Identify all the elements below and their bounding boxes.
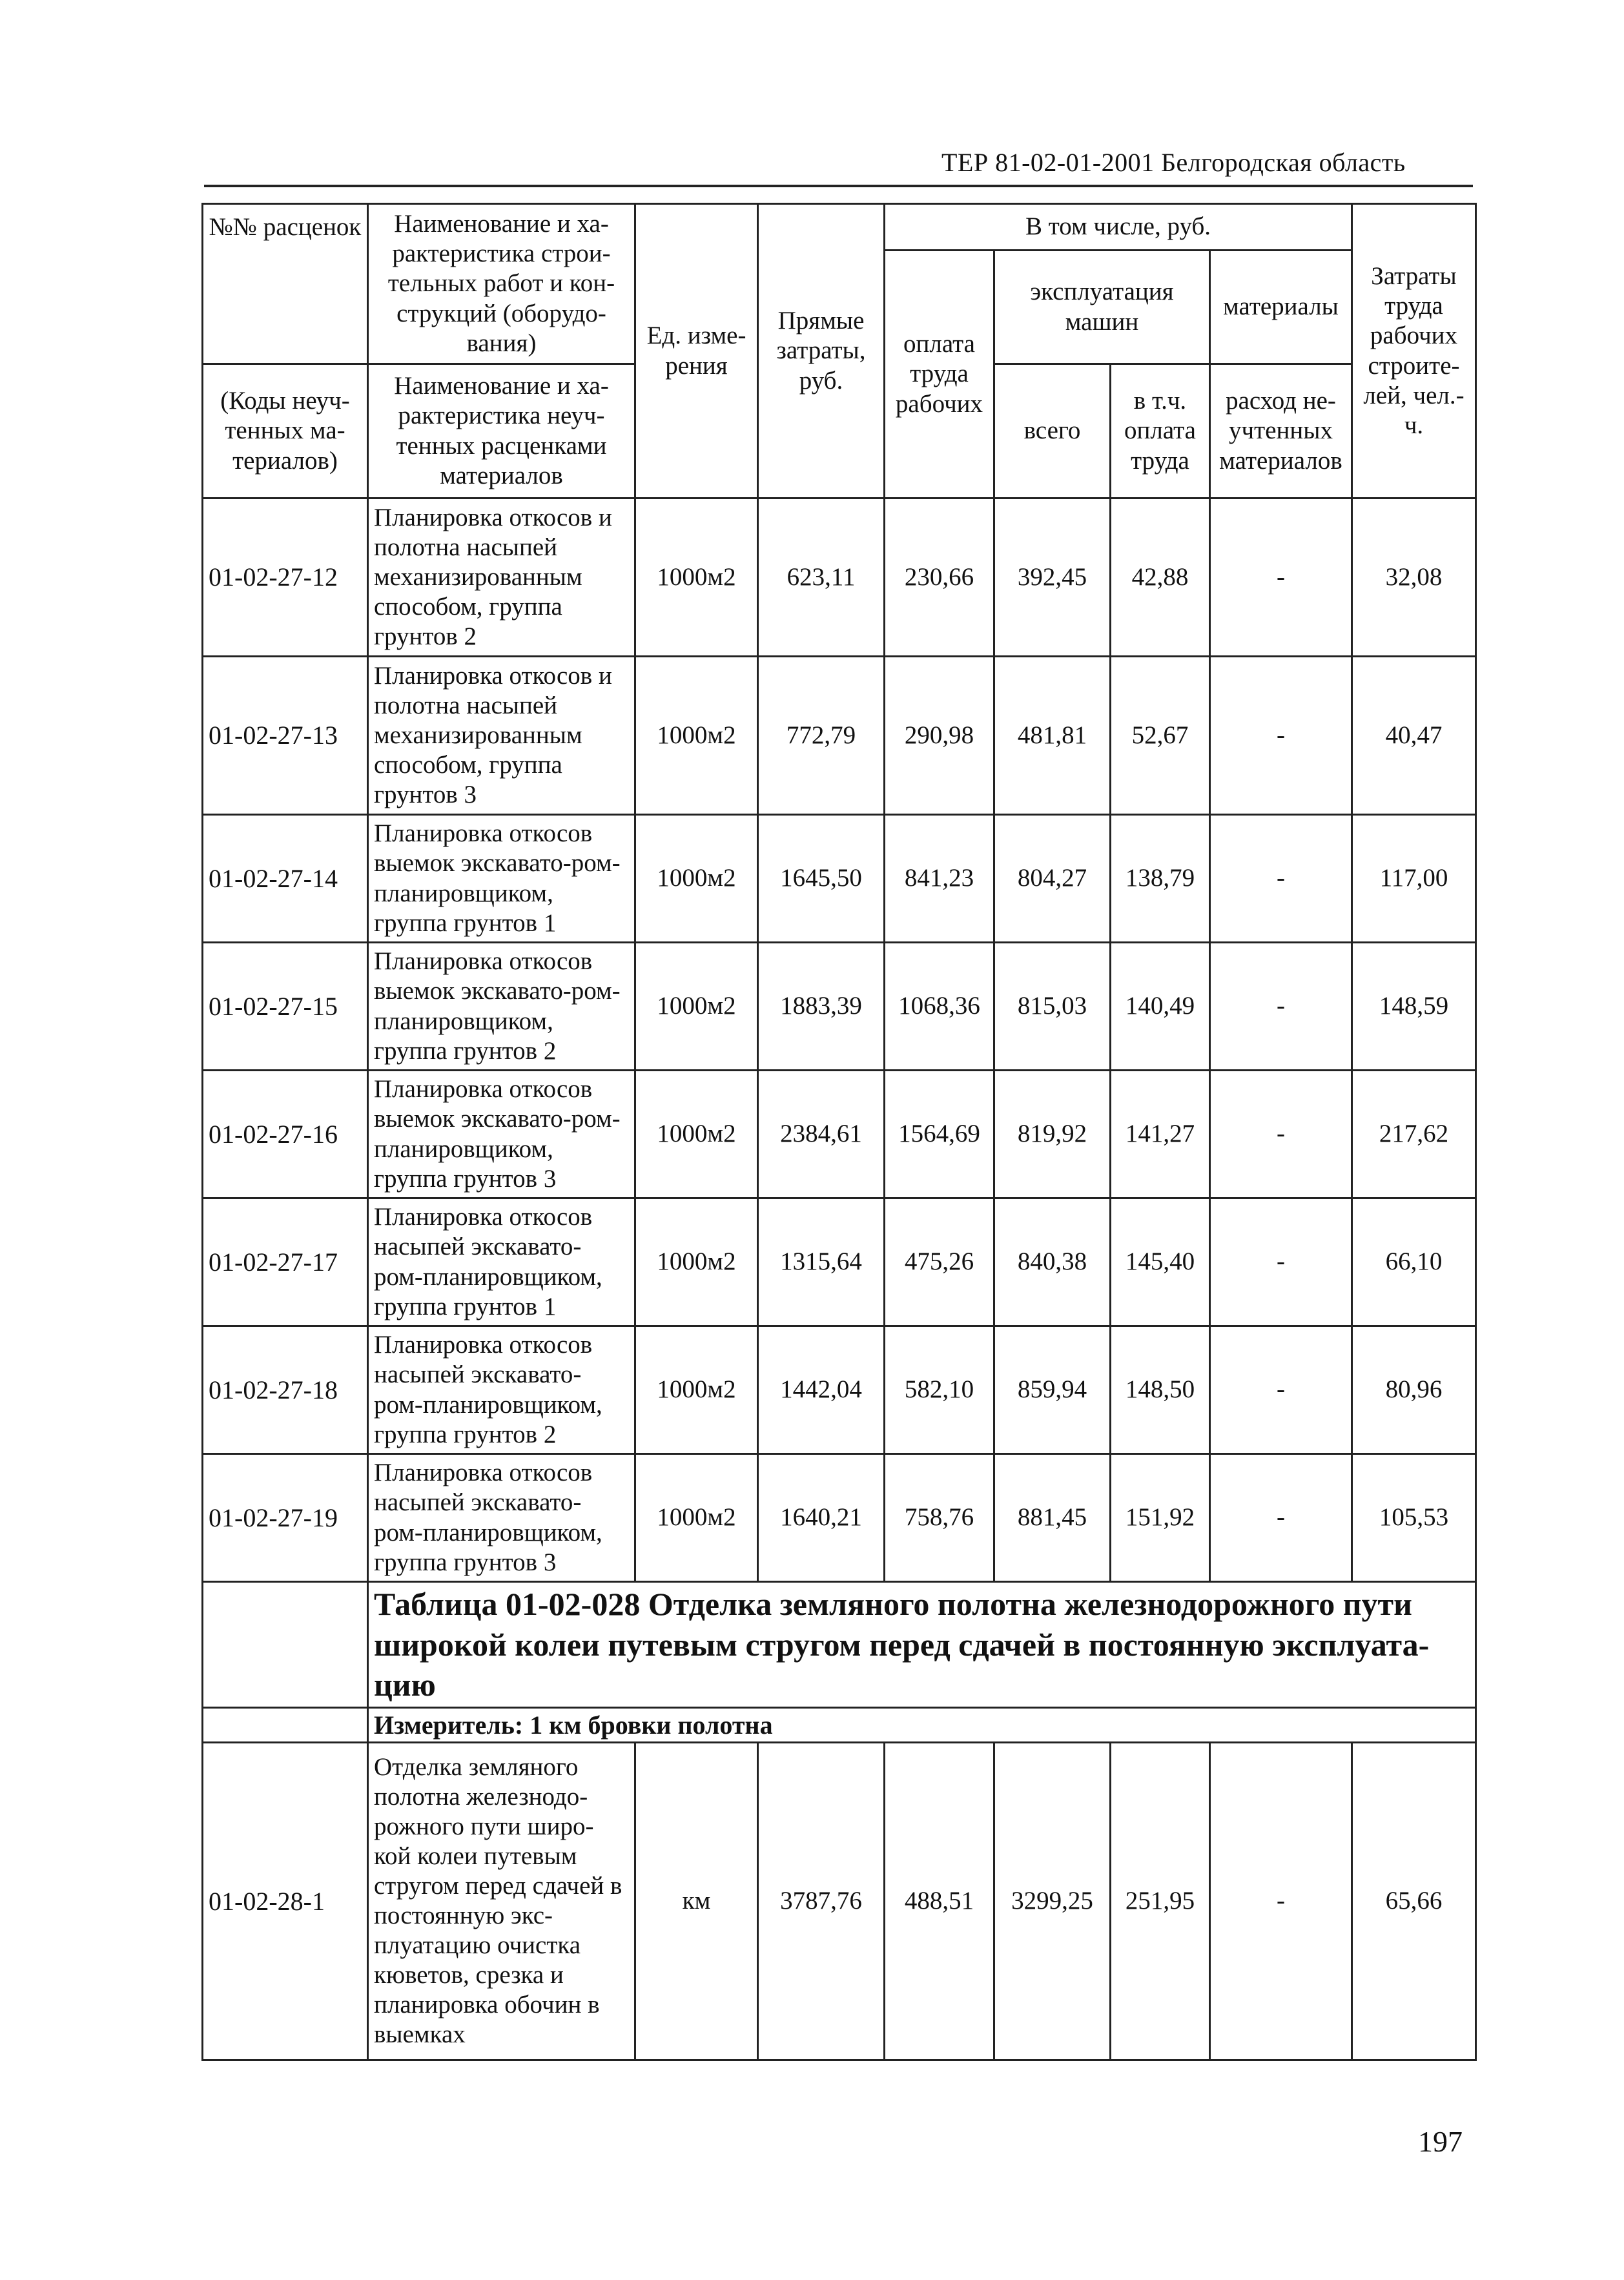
rate-code: 01-02-27-17: [203, 1198, 368, 1326]
rate-wages: 1068,36: [885, 943, 994, 1071]
rate-direct: 1883,39: [758, 943, 885, 1071]
header-code: №№ расценок: [203, 204, 368, 251]
rate-wages: 290,98: [885, 657, 994, 815]
rate-wages: 841,23: [885, 815, 994, 943]
document-header: ТЕР 81-02-01-2001 Белгородская область: [941, 148, 1406, 177]
measure-spacer: [203, 1707, 368, 1742]
rate-machines-total: 819,92: [994, 1071, 1111, 1198]
rate-labor: 148,59: [1352, 943, 1476, 1071]
rate-machines-wages: 52,67: [1111, 657, 1210, 815]
table-row: [203, 1198, 1476, 1326]
header-labor: Затраты труда рабочих строите-лей, чел.-ч.: [1352, 204, 1476, 498]
rate-direct: 1442,04: [758, 1326, 885, 1454]
rate-machines-total: 3299,25: [994, 1742, 1111, 2060]
table-row: [203, 1326, 1476, 1454]
rate-machines-total: 392,45: [994, 498, 1111, 657]
rate-code: 01-02-27-18: [203, 1326, 368, 1454]
rate-machines-wages: 42,88: [1111, 498, 1210, 657]
rate-machines-total: 881,45: [994, 1454, 1111, 1582]
rate-wages: 582,10: [885, 1326, 994, 1454]
table-row: [203, 1071, 1476, 1198]
rate-name: Планировка откосов выемок экскавато-ром-планировщиком, группа грунтов 1: [368, 815, 635, 943]
rate-code: 01-02-28-1: [203, 1742, 368, 2060]
header-name-alt: Наименование и ха-рактеристика неуч-тенных расценками материалов: [368, 364, 635, 498]
rate-labor: 66,10: [1352, 1198, 1476, 1326]
rate-name: Планировка откосов и полотна насыпей механизированным способом, группа грунтов 3: [368, 657, 635, 815]
rate-materials: -: [1210, 1198, 1352, 1326]
rate-materials: -: [1210, 943, 1352, 1071]
rate-machines-wages: 251,95: [1111, 1742, 1210, 2060]
rate-materials: -: [1210, 1742, 1352, 2060]
rate-labor: 117,00: [1352, 815, 1476, 943]
rate-direct: 2384,61: [758, 1071, 885, 1198]
rate-labor: 32,08: [1352, 498, 1476, 657]
rate-direct: 1315,64: [758, 1198, 885, 1326]
section-title: Таблица 01-02-028 Отделка земляного полотна железнодорожного пути широкой колеи путевым стругом перед сдачей в постоянную эксплуата-цию: [368, 1582, 1476, 1708]
rate-name: Планировка откосов и полотна насыпей механизированным способом, группа грунтов 2: [368, 498, 635, 657]
table-row: [203, 1454, 1476, 1582]
header-machines: эксплуатация машин: [994, 251, 1210, 364]
rate-unit: 1000м2: [635, 498, 758, 657]
rate-machines-total: 840,38: [994, 1198, 1111, 1326]
rate-wages: 758,76: [885, 1454, 994, 1582]
rate-code: 01-02-27-15: [203, 943, 368, 1071]
header-wages: оплата труда рабочих: [885, 251, 994, 498]
rate-machines-wages: 138,79: [1111, 815, 1210, 943]
header-code-alt: (Коды неуч-тенных ма-териалов): [203, 364, 368, 498]
rate-name: Планировка откосов выемок экскавато-ром-планировщиком, группа грунтов 3: [368, 1071, 635, 1198]
rate-machines-total: 815,03: [994, 943, 1111, 1071]
rate-materials: -: [1210, 815, 1352, 943]
table-row: [203, 498, 1476, 657]
rate-unit: 1000м2: [635, 1071, 758, 1198]
header-name: Наименование и ха-рактеристика строи-тельных работ и кон-струкций (оборудо-вания): [368, 204, 635, 364]
rate-direct: 3787,76: [758, 1742, 885, 2060]
table-row: [203, 1742, 1476, 2060]
rate-direct: 623,11: [758, 498, 885, 657]
table-row: [203, 815, 1476, 943]
rate-wages: 488,51: [885, 1742, 994, 2060]
rate-labor: 105,53: [1352, 1454, 1476, 1582]
header-machines-wages: в т.ч. оплата труда: [1111, 364, 1210, 498]
rate-labor: 40,47: [1352, 657, 1476, 815]
rate-machines-wages: 141,27: [1111, 1071, 1210, 1198]
rate-unit: 1000м2: [635, 943, 758, 1071]
rate-wages: 230,66: [885, 498, 994, 657]
table-row: [203, 943, 1476, 1071]
rate-wages: 1564,69: [885, 1071, 994, 1198]
rate-machines-wages: 140,49: [1111, 943, 1210, 1071]
table-row: [203, 657, 1476, 815]
rate-unit: км: [635, 1742, 758, 2060]
rate-direct: 772,79: [758, 657, 885, 815]
header-machines-total: всего: [994, 364, 1111, 498]
rate-unit: 1000м2: [635, 1326, 758, 1454]
rate-direct: 1640,21: [758, 1454, 885, 1582]
rate-direct: 1645,50: [758, 815, 885, 943]
rate-machines-total: 804,27: [994, 815, 1111, 943]
rate-machines-wages: 145,40: [1111, 1198, 1210, 1326]
rate-name: Отделка земляного полотна железнодо-рожного пути широ-кой колеи путевым стругом перед сдачей в постоянную экс-плуатацию очистка кюветов, срезка и планировка обочин в выемках: [368, 1742, 635, 2060]
rate-name: Планировка откосов насыпей экскавато-ром-планировщиком, группа грунтов 1: [368, 1198, 635, 1326]
rate-machines-wages: 151,92: [1111, 1454, 1210, 1582]
page-number: 197: [1418, 2125, 1463, 2158]
section-measure: Измеритель: 1 км бровки полотна: [368, 1707, 1476, 1742]
rates-table: [201, 203, 1477, 2061]
rate-machines-total: 859,94: [994, 1326, 1111, 1454]
rate-code: 01-02-27-16: [203, 1071, 368, 1198]
rate-labor: 65,66: [1352, 1742, 1476, 2060]
rate-unit: 1000м2: [635, 1198, 758, 1326]
rate-machines-wages: 148,50: [1111, 1326, 1210, 1454]
rate-wages: 475,26: [885, 1198, 994, 1326]
rate-unit: 1000м2: [635, 657, 758, 815]
header-materials: материалы: [1210, 251, 1352, 364]
rate-code: 01-02-27-19: [203, 1454, 368, 1582]
header-including: В том числе, руб.: [885, 204, 1352, 251]
rate-name: Планировка откосов выемок экскавато-ром-планировщиком, группа грунтов 2: [368, 943, 635, 1071]
header-unit: Ед. изме-рения: [635, 204, 758, 498]
rate-materials: -: [1210, 498, 1352, 657]
rate-labor: 80,96: [1352, 1326, 1476, 1454]
rate-code: 01-02-27-13: [203, 657, 368, 815]
header-materials-alt: расход не-учтенных материалов: [1210, 364, 1352, 498]
rate-code: 01-02-27-14: [203, 815, 368, 943]
header-code-spacer: [203, 251, 368, 364]
rate-materials: -: [1210, 1454, 1352, 1582]
rate-unit: 1000м2: [635, 1454, 758, 1582]
rate-materials: -: [1210, 1326, 1352, 1454]
rate-name: Планировка откосов насыпей экскавато-ром-планировщиком, группа грунтов 3: [368, 1454, 635, 1582]
rate-code: 01-02-27-12: [203, 498, 368, 657]
rate-materials: -: [1210, 657, 1352, 815]
rate-materials: -: [1210, 1071, 1352, 1198]
rate-unit: 1000м2: [635, 815, 758, 943]
rate-machines-total: 481,81: [994, 657, 1111, 815]
section-spacer: [203, 1582, 368, 1708]
rate-labor: 217,62: [1352, 1071, 1476, 1198]
rate-name: Планировка откосов насыпей экскавато-ром-планировщиком, группа грунтов 2: [368, 1326, 635, 1454]
header-direct: Прямые затраты, руб.: [758, 204, 885, 498]
header-rule: [204, 185, 1473, 187]
